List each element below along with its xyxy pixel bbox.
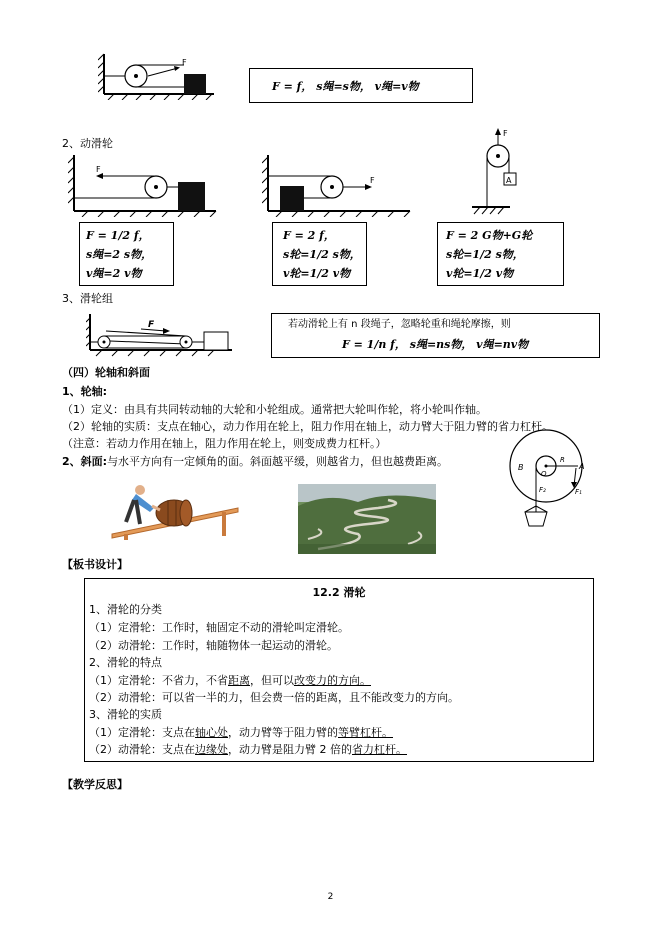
winding-mountain-road-photo xyxy=(298,484,436,554)
pulley-block-formula-box xyxy=(271,313,600,358)
board-line-4: 2、滑轮的特点 xyxy=(89,656,162,669)
box2-line1: F = 2 f， xyxy=(283,229,335,242)
wheel-axle-heading: 1、轮轴: xyxy=(62,385,108,398)
fixed-pulley-horizontal-diagram xyxy=(98,52,216,100)
box3-line3: v轮=1/2 v物 xyxy=(446,267,514,280)
board-line-3: （2）动滑轮：工作时，轴随物体一起运动的滑轮。 xyxy=(89,639,338,652)
board-line-7: 3、滑轮的实质 xyxy=(89,708,162,721)
wheel-axle-definition: （1）定义：由具有共同转动轴的大轮和小轮组成。通常把大轮叫作轮，将小轮叫作轴。 xyxy=(62,403,487,416)
board-design-heading: 【板书设计】 xyxy=(62,558,128,571)
svg-text:A: A xyxy=(506,176,512,185)
box2-line2: s轮=1/2 s物， xyxy=(283,248,361,261)
board-line-5-b: 距离 xyxy=(228,674,250,687)
board-line-5-a: （1）定滑轮：不省力，不省 xyxy=(89,674,228,687)
movable-pulley-formula-box-3 xyxy=(437,222,564,286)
incline-heading: 2、斜面: xyxy=(62,455,108,468)
box3-line1: F = 2 G物+G轮 xyxy=(446,229,533,242)
svg-text:F: F xyxy=(503,129,508,138)
svg-text:F₁: F₁ xyxy=(575,488,582,496)
svg-text:R: R xyxy=(560,456,565,464)
section-4-title: （四）轮轴和斜面 xyxy=(62,366,150,379)
section-3-title: 3、滑轮组 xyxy=(62,292,113,305)
wheel-axle-diagram xyxy=(508,428,590,532)
section-2-title: 2、动滑轮 xyxy=(62,137,113,150)
vertical-movable-pulley-diagram xyxy=(470,128,532,216)
pulley-block-diagram xyxy=(86,314,234,358)
svg-text:F: F xyxy=(96,165,101,174)
movable-pulley-formula-box-1 xyxy=(79,222,174,286)
board-line-9-c: ，动力臂是阻力臂 2 倍的 xyxy=(228,743,352,756)
movable-pulley-diagram-1 xyxy=(68,153,218,217)
top-formula: F = f， s绳=s物， v绳=v物 xyxy=(272,80,419,93)
box2-line3: v轮=1/2 v物 xyxy=(283,267,351,280)
svg-text:B: B xyxy=(518,463,524,472)
box1-line2: s绳=2 s物， xyxy=(86,248,153,261)
board-line-8-d: 等臂杠杆。 xyxy=(338,726,393,739)
incline-paragraph xyxy=(62,455,448,469)
board-line-8-c: ，动力臂等于阻力臂的 xyxy=(228,726,338,739)
board-line-9-b: 边缘处 xyxy=(195,743,228,756)
incline-push-barrel-image xyxy=(110,478,240,540)
pulley-block-formula: F = 1/n f， s绳=ns物， v绳=nv物 xyxy=(342,338,529,351)
svg-text:F: F xyxy=(148,320,155,330)
svg-text:F₂: F₂ xyxy=(539,486,546,494)
wheel-axle-notice: （注意：若动力作用在轴上，阻力作用在轮上，则变成费力杠杆。） xyxy=(62,437,387,450)
svg-text:A: A xyxy=(579,462,585,471)
board-line-8 xyxy=(89,726,393,740)
board-line-2: （1）定滑轮：工作时，轴固定不动的滑轮叫定滑轮。 xyxy=(89,621,349,634)
board-line-8-b: 轴心处 xyxy=(195,726,228,739)
board-line-5 xyxy=(89,674,371,688)
board-line-6: （2）动滑轮：可以省一半的力，但会费一倍的距离，且不能改变力的方向。 xyxy=(89,691,459,704)
movable-pulley-diagram-2 xyxy=(262,153,412,217)
board-title: 12.2 滑轮 xyxy=(312,586,366,599)
box1-line3: v绳=2 v物 xyxy=(86,267,142,280)
page-number: 2 xyxy=(327,892,334,902)
board-line-5-d: 改变力的方向。 xyxy=(294,674,371,687)
pulley-block-note: 若动滑轮上有 n 段绳子，忽略轮重和绳轮摩擦，则 xyxy=(288,319,511,330)
teaching-reflection-heading: 【教学反思】 xyxy=(62,778,128,791)
svg-text:F: F xyxy=(370,176,375,185)
movable-pulley-formula-box-2 xyxy=(272,222,367,286)
top-formula-box xyxy=(249,68,473,103)
board-line-1: 1、滑轮的分类 xyxy=(89,603,162,616)
board-line-5-c: ，但可以 xyxy=(250,674,294,687)
box1-line1: F = 1/2 f， xyxy=(86,229,150,242)
svg-text:O: O xyxy=(541,470,547,478)
board-line-9-a: （2）动滑轮：支点在 xyxy=(89,743,195,756)
svg-text:F: F xyxy=(182,58,187,67)
wheel-axle-essence: （2）轮轴的实质：支点在轴心，动力作用在轮上，阻力作用在轴上，动力臂大于阻力臂的省力杠杆。 xyxy=(62,420,553,433)
board-line-8-a: （1）定滑轮：支点在 xyxy=(89,726,195,739)
board-design-box xyxy=(84,578,594,762)
board-line-9 xyxy=(89,743,407,757)
box3-line2: s轮=1/2 s物， xyxy=(446,248,524,261)
incline-text: 与水平方向有一定倾角的面。斜面越平缓，则越省力，但也越费距离。 xyxy=(107,455,449,468)
board-line-9-d: 省力杠杆。 xyxy=(352,743,407,756)
